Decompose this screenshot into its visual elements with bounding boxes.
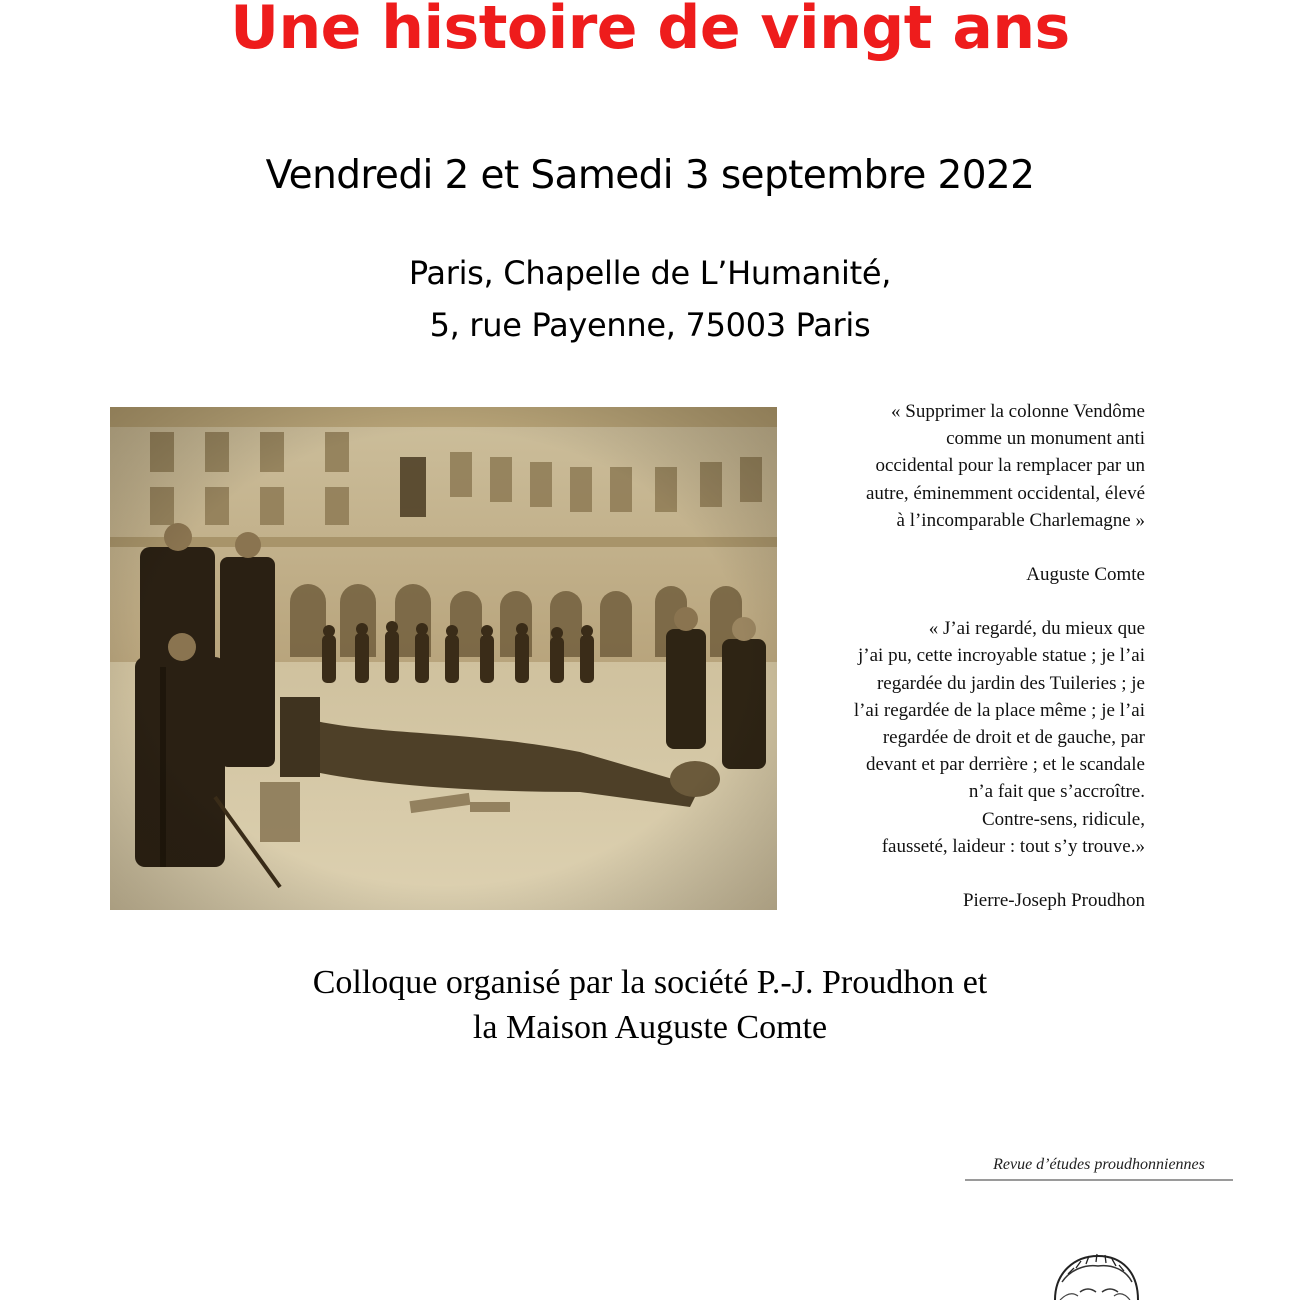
venue-line-2: 5, rue Payenne, 75003 Paris bbox=[429, 306, 871, 344]
colloque-organizers bbox=[0, 960, 1300, 1050]
comte-quote-line: autre, éminemment occidental, élevé bbox=[865, 482, 1145, 504]
event-dates: Vendredi 2 et Samedi 3 septembre 2022 bbox=[265, 153, 1035, 198]
proudhon-quote bbox=[790, 615, 1145, 860]
comte-quote-line: occidental pour la remplacer par un bbox=[875, 455, 1145, 477]
proudhon-quote-line: Contre-sens, ridicule, bbox=[981, 808, 1145, 830]
vendome-column-photograph bbox=[110, 407, 777, 910]
revue-logo-text: Revue d’études proudhonniennes bbox=[965, 1153, 1233, 1181]
proudhon-quote-line: « J’ai regardé, du mieux que bbox=[928, 618, 1145, 640]
proudhon-author: Pierre-Joseph Proudhon bbox=[962, 890, 1145, 912]
event-title: Une histoire de vingt ans bbox=[230, 0, 1070, 63]
comte-quote-line: « Supprimer la colonne Vendôme bbox=[891, 401, 1145, 422]
proudhon-quote-line: l’ai regardée de la place même ; je l’ai bbox=[853, 699, 1145, 721]
proudhon-quote-line: fausseté, laideur : tout s’y trouve.» bbox=[881, 835, 1145, 857]
proudhon-portrait-engraving bbox=[1040, 1252, 1150, 1300]
proudhon-quote-line: devant et par derrière ; et le scandale bbox=[865, 754, 1145, 776]
comte-quote-line: comme un monument anti bbox=[946, 428, 1145, 450]
comte-quote bbox=[790, 398, 1145, 534]
proudhon-quote-line: regardée de droit et de gauche, par bbox=[882, 727, 1145, 749]
proudhon-quote-line: n’a fait que s’accroître. bbox=[968, 781, 1145, 803]
comte-quote-line: à l’incomparable Charlemagne » bbox=[896, 509, 1145, 531]
colloque-line-2: la Maison Auguste Comte bbox=[472, 1009, 828, 1046]
proudhon-quote-line: regardée du jardin des Tuileries ; je bbox=[876, 672, 1145, 694]
proudhon-quote-line: j’ai pu, cette incroyable statue ; je l’ai bbox=[858, 645, 1145, 667]
colloque-line-1: Colloque organisé par la société P.-J. Proudhon et bbox=[312, 964, 988, 1001]
quotes-column bbox=[790, 398, 1145, 914]
event-venue bbox=[0, 247, 1300, 351]
comte-author: Auguste Comte bbox=[1026, 564, 1145, 586]
venue-line-1: Paris, Chapelle de L’Humanité, bbox=[408, 254, 892, 292]
